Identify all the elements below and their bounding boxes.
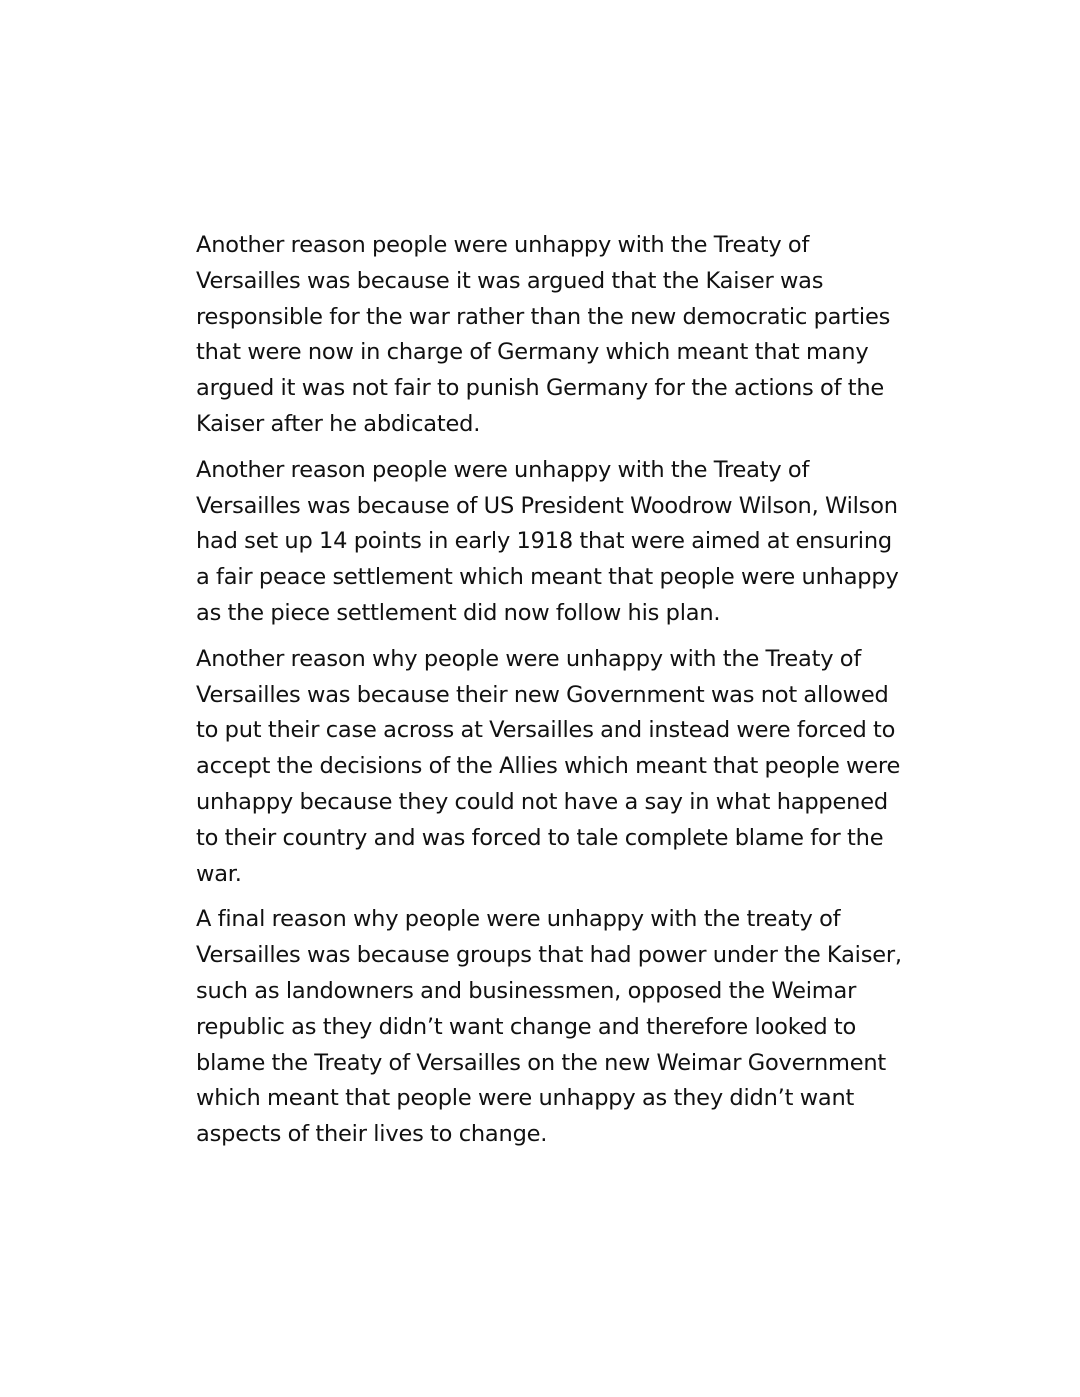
document-body bbox=[196, 228, 906, 1163]
paragraph-kaiser-groups-opposition: A final reason why people were unhappy with the treaty of Versailles was because groups that had power under the Kaiser, such as landowners and businessmen, opposed the Weimar republic as they didn’t want change and therefore looked to blame the Treaty of Versailles on the new Weimar Government which meant that people were unhappy as they didn’t want aspects of their lives to change. bbox=[196, 906, 902, 1148]
paragraph-kaiser-responsibility: Another reason people were unhappy with the Treaty of Versailles was because it was argued that the Kaiser was responsible for the war rather than the new democratic parties that were now in charge of Germany which meant that many argued it was not fair to punish Germany for the actions of the Kaiser after he abdicated. bbox=[196, 232, 891, 437]
paragraph-diktat: Another reason why people were unhappy with the Treaty of Versailles was because their new Government was not allowed to put their case across at Versailles and instead were forced to accept the decisions of the Allies which meant that people were unhappy because they could not have a say in what happened to their country and was forced to tale complete blame for the war. bbox=[196, 645, 901, 887]
paragraph-wilson-fourteen-points: Another reason people were unhappy with the Treaty of Versailles was because of US President Woodrow Wilson, Wilson had set up 14 points in early 1918 that were aimed at ensuring a fair peace settlement which meant that people were unhappy as the piece settlement did now follow his plan. bbox=[196, 456, 899, 626]
